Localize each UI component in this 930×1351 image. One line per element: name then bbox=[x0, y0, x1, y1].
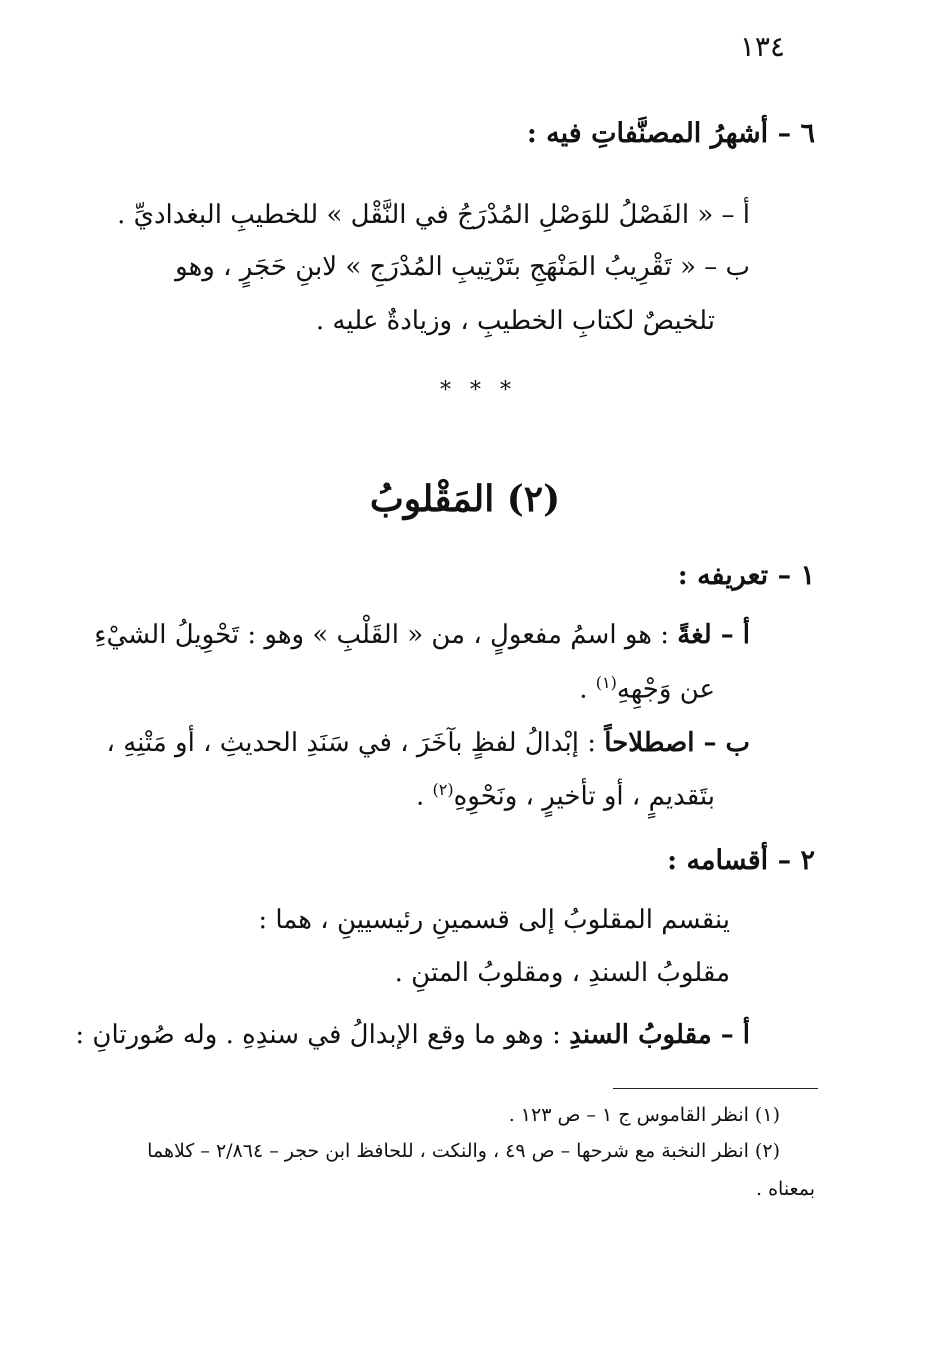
definition-heading: ١ – تعريفه : bbox=[677, 560, 815, 591]
definition-b-line1 bbox=[107, 728, 750, 758]
divisions-a-line bbox=[75, 1020, 750, 1050]
section6-item-b-line1: ب – « تَقْرِيبُ المَنْهَجِ بتَرْتِيبِ المُدْرَجِ » لابنِ حَجَرٍ ، وهو bbox=[175, 252, 750, 282]
section6-item-b-line2: تلخيصٌ لكتابِ الخطيبِ ، وزيادةٌ عليه . bbox=[315, 306, 715, 336]
definition-a-text: : هو اسمُ مفعولٍ ، من « القَلْبِ » وهو : تَحْوِيلُ الشيْءِ bbox=[94, 620, 669, 650]
definition-b-line2: بتَقديمٍ ، أو تأخيرٍ ، ونَحْوِهِ$^{(٢)}$ . bbox=[416, 780, 715, 812]
footnote-ref-1: (١) bbox=[595, 673, 617, 692]
definition-b-label: ب – اصطلاحاً bbox=[604, 728, 750, 758]
definition-a-line1 bbox=[94, 620, 750, 650]
divisions-line1: ينقسم المقلوبُ إلى قسمينِ رئيسيينِ ، هما : bbox=[258, 905, 730, 935]
footnote-2-line1: (٢) انظر النخبة مع شرحها – ص ٤٩ ، والنكت ، للحافظ ابن حجر – ٢/٨٦٤ – كلاهما bbox=[147, 1140, 780, 1162]
separator-stars: * * * bbox=[440, 378, 517, 403]
footnote-divider bbox=[613, 1088, 818, 1089]
divisions-a-label: أ – مقلوبُ السندِ bbox=[569, 1020, 750, 1050]
definition-a-label: أ – لغةً bbox=[677, 620, 750, 650]
footnote-ref-2: (٢) bbox=[432, 780, 454, 799]
page-number: ١٣٤ bbox=[739, 30, 785, 63]
divisions-line2: مقلوبُ السندِ ، ومقلوبُ المتنِ . bbox=[394, 958, 730, 988]
footnote-1: (١) انظر القاموس ج ١ – ص ١٢٣ . bbox=[508, 1104, 780, 1126]
section6-heading: ٦ – أشهرُ المصنَّفاتِ فيه : bbox=[526, 118, 815, 149]
section6-item-a: أ – « الفَصْلُ للوَصْلِ المُدْرَجُ في النَّقْل » للخطيبِ البغداديِّ . bbox=[117, 200, 750, 230]
chapter-title: (٢) المَقْلوبُ bbox=[369, 478, 561, 520]
footnote-2-line2: بمعناه . bbox=[756, 1178, 815, 1200]
divisions-heading: ٢ – أقسامه : bbox=[667, 845, 815, 876]
definition-a-line2: عن وَجْهِهِ$^{(١)}$ . bbox=[579, 673, 715, 705]
definition-b-text: : إبْدالُ لفظٍ بآخَرَ ، في سَنَدِ الحديثِ ، أو مَتْنِهِ ، bbox=[106, 728, 597, 758]
divisions-a-text: : وهو ما وقع الإبدالُ في سندِهِ . وله صُورتانِ : bbox=[75, 1020, 561, 1050]
